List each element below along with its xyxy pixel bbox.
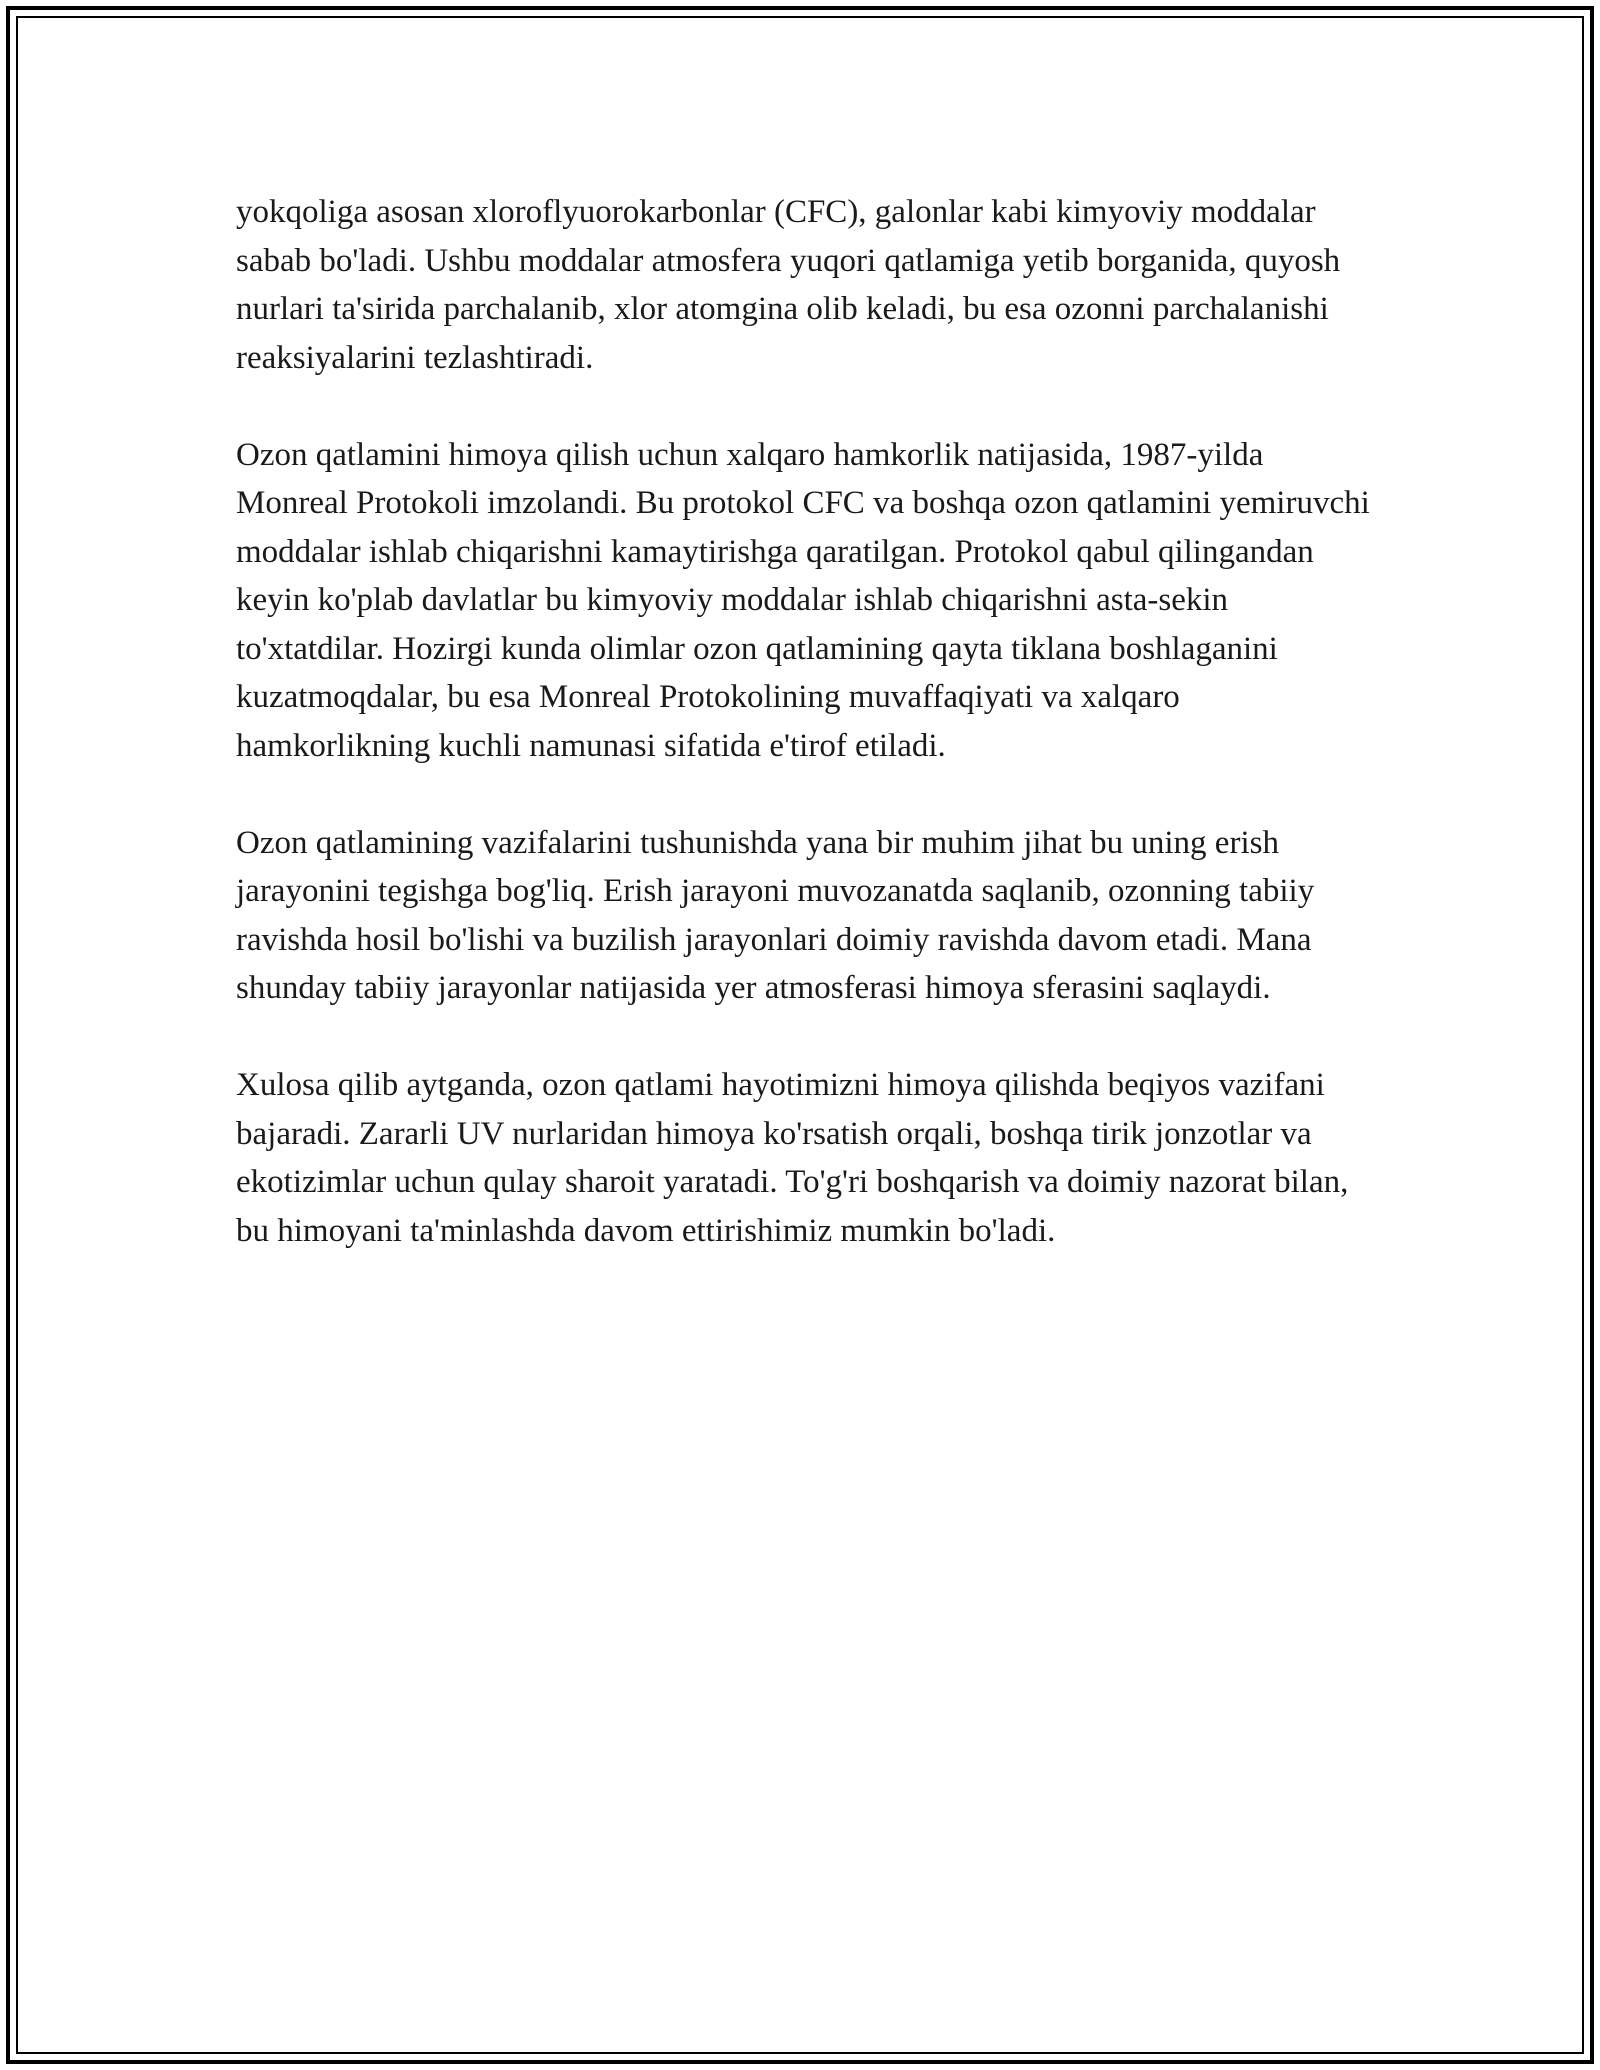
paragraph: Ozon qatlamining vazifalarini tushunishda yana bir muhim jihat bu uning erish jarayonini tegishga bog'liq. Erish jarayoni muvozanatda saqlanib, ozonning tabiiy ravishda hosil bo'lishi va buzilish jarayonlari doimiy ravishda davom etadi. Mana shunday tabiiy jarayonlar natijasida yer atmosferasi himoya sferasini saqlaydi. xyxy=(236,824,1315,1006)
paragraph: yokqoliga asosan xloroflyuorokarbonlar (CFC), galonlar kabi kimyoviy moddalar sabab bo'ladi. Ushbu moddalar atmosfera yuqori qatlamiga yetib borganida, quyosh nurlari ta'sirida parchalanib, xlor atomgina olib keladi, bu esa ozonni parchalanishi reaksiyalarini tezlashtiradi. xyxy=(236,194,1341,376)
paragraph: Ozon qatlamini himoya qilish uchun xalqaro hamkorlik natijasida, 1987-yilda Monreal Protokoli imzolandi. Bu protokol CFC va boshqa ozon qatlamini yemiruvchi moddalar ishlab chiqarishni kamaytirishga qaratilgan. Protokol qabul qilingandan keyin ko'plab davlatlar bu kimyoviy moddalar ishlab chiqarishni asta-sekin to'xtatdilar. Hozirgi kunda olimlar ozon qatlamining qayta tiklana boshlaganini kuzatmoqdalar, bu esa Monreal Protokolining muvaffaqiyati va xalqaro hamkorlikning kuchli namunasi sifatida e'tirof etiladi. xyxy=(236,436,1370,764)
paragraph: Xulosa qilib aytganda, ozon qatlami hayotimizni himoya qilishda beqiyos vazifani bajaradi. Zararli UV nurlaridan himoya ko'rsatish orqali, boshqa tirik jonzotlar va ekotizimlar uchun qulay sharoit yaratadi. To'g'ri boshqarish va doimiy nazorat bilan, bu himoyani ta'minlashda davom ettirishimiz mumkin bo'ladi. xyxy=(236,1067,1349,1249)
document-body xyxy=(236,188,1376,1304)
